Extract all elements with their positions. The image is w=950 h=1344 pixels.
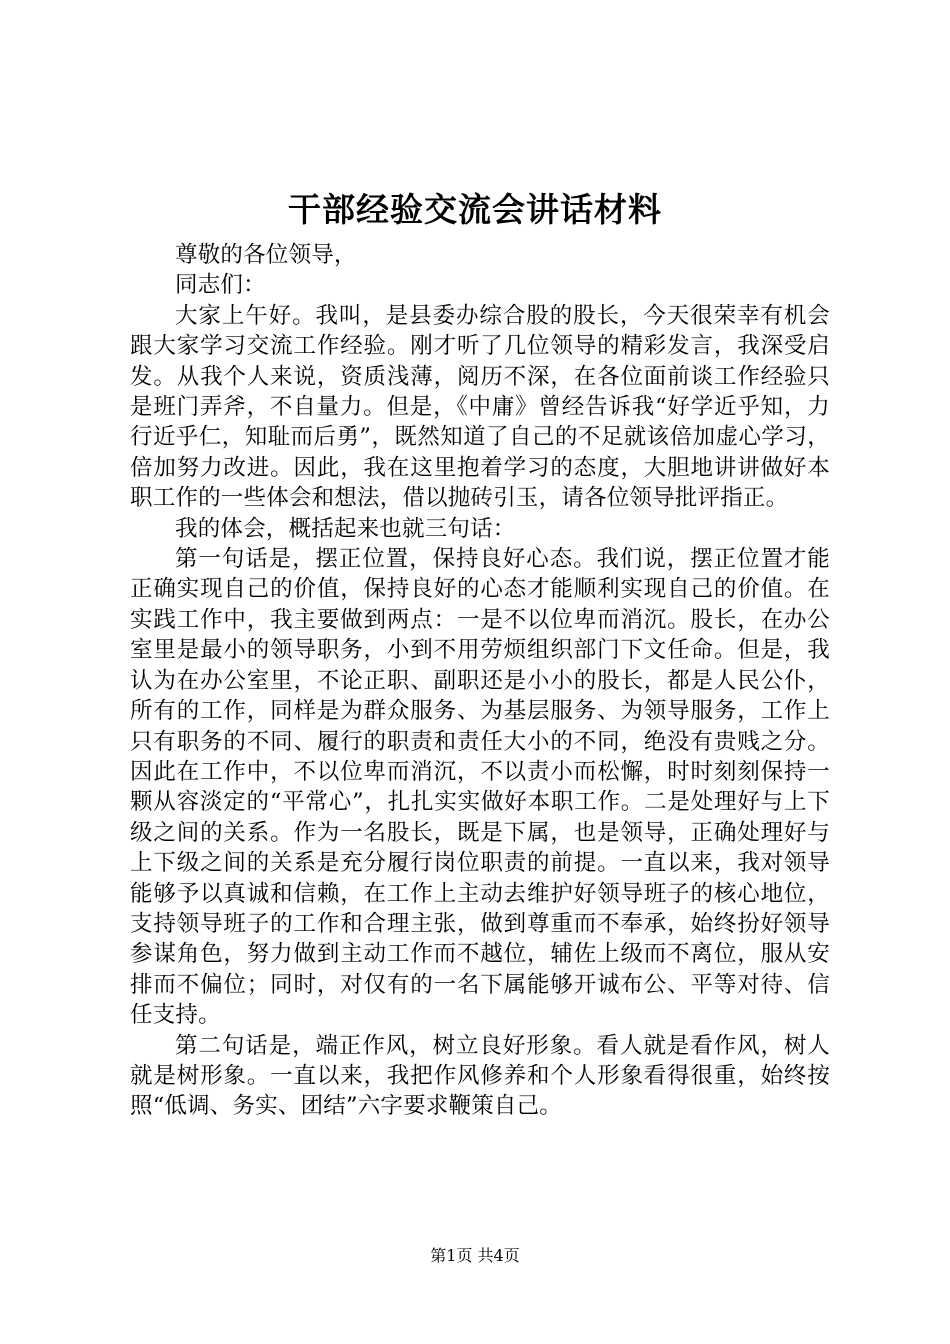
paragraph-introduction: 大家上午好。我叫，是县委办综合股的股长，今天很荣幸有机会跟大家学习交流工作经验。刚才听了几位领导的精彩发言，我深受启发。从我个人来说，资质浅薄，阅历不深，在各位面前谈工作经验只是班门弄斧，不自量力。但是，《中庸》曾经告诉我“好学近乎知，力行近乎仁，知耻而后勇”，既然知道了自己的不足就该倍加虚心学习，倍加努力改进。因此，我在这里抱着学习的态度，大胆地讲讲做好本职工作的一些体会和想法，借以抛砖引玉，请各位领导批评指正。 bbox=[130, 302, 830, 512]
paragraph-first-point: 第一句话是，摆正位置，保持良好心态。我们说，摆正位置才能正确实现自己的价值，保持良好的心态才能顺利实现自己的价值。在实践工作中，我主要做到两点：一是不以位卑而消沉。股长，在办公室里是最小的领导职务，小到不用劳烦组织部门下文任命。但是，我认为在办公室里，不论正职、副职还是小小的股长，都是人民公仆，所有的工作，同样是为群众服务、为基层服务、为领导服务，工作上只有职务的不同、履行的职责和责任大小的不同，绝没有贵贱之分。因此在工作中，不以位卑而消沉，不以责小而松懈，时时刻刻保持一颗从容淡定的“平常心”，扎扎实实做好本职工作。二是处理好与上下级之间的关系。作为一名股长，既是下属，也是领导，正确处理好与上下级之间的关系是充分履行岗位职责的前提。一直以来，我对领导能够予以真诚和信赖，在工作上主动去维护好领导班子的核心地位，支持领导班子的工作和合理主张，做到尊重而不奉承，始终扮好领导参谋角色，努力做到主动工作而不越位，辅佐上级而不离位，服从安排而不偏位；同时，对仅有的一名下属能够开诚布公、平等对待、信任支持。 bbox=[130, 546, 830, 1029]
salutation-comrades: 同志们： bbox=[175, 272, 266, 299]
page-footer bbox=[0, 1245, 950, 1267]
paragraph-summary: 我的体会，概括起来也就三句话： bbox=[175, 515, 516, 542]
paragraph-second-point: 第二句话是，端正作风，树立良好形象。看人就是看作风，树人就是树形象。一直以来，我把作风修养和个人形象看得很重，始终按照“低调、务实、团结”六字要求鞭策自己。 bbox=[130, 1032, 830, 1120]
page-total: 共4页 bbox=[477, 1246, 520, 1265]
document-body bbox=[130, 240, 830, 1122]
page-number: 第1页 bbox=[430, 1246, 473, 1265]
salutation-leaders: 尊敬的各位领导， bbox=[175, 242, 357, 268]
document-title: 干部经验交流会讲话材料 bbox=[288, 190, 662, 229]
